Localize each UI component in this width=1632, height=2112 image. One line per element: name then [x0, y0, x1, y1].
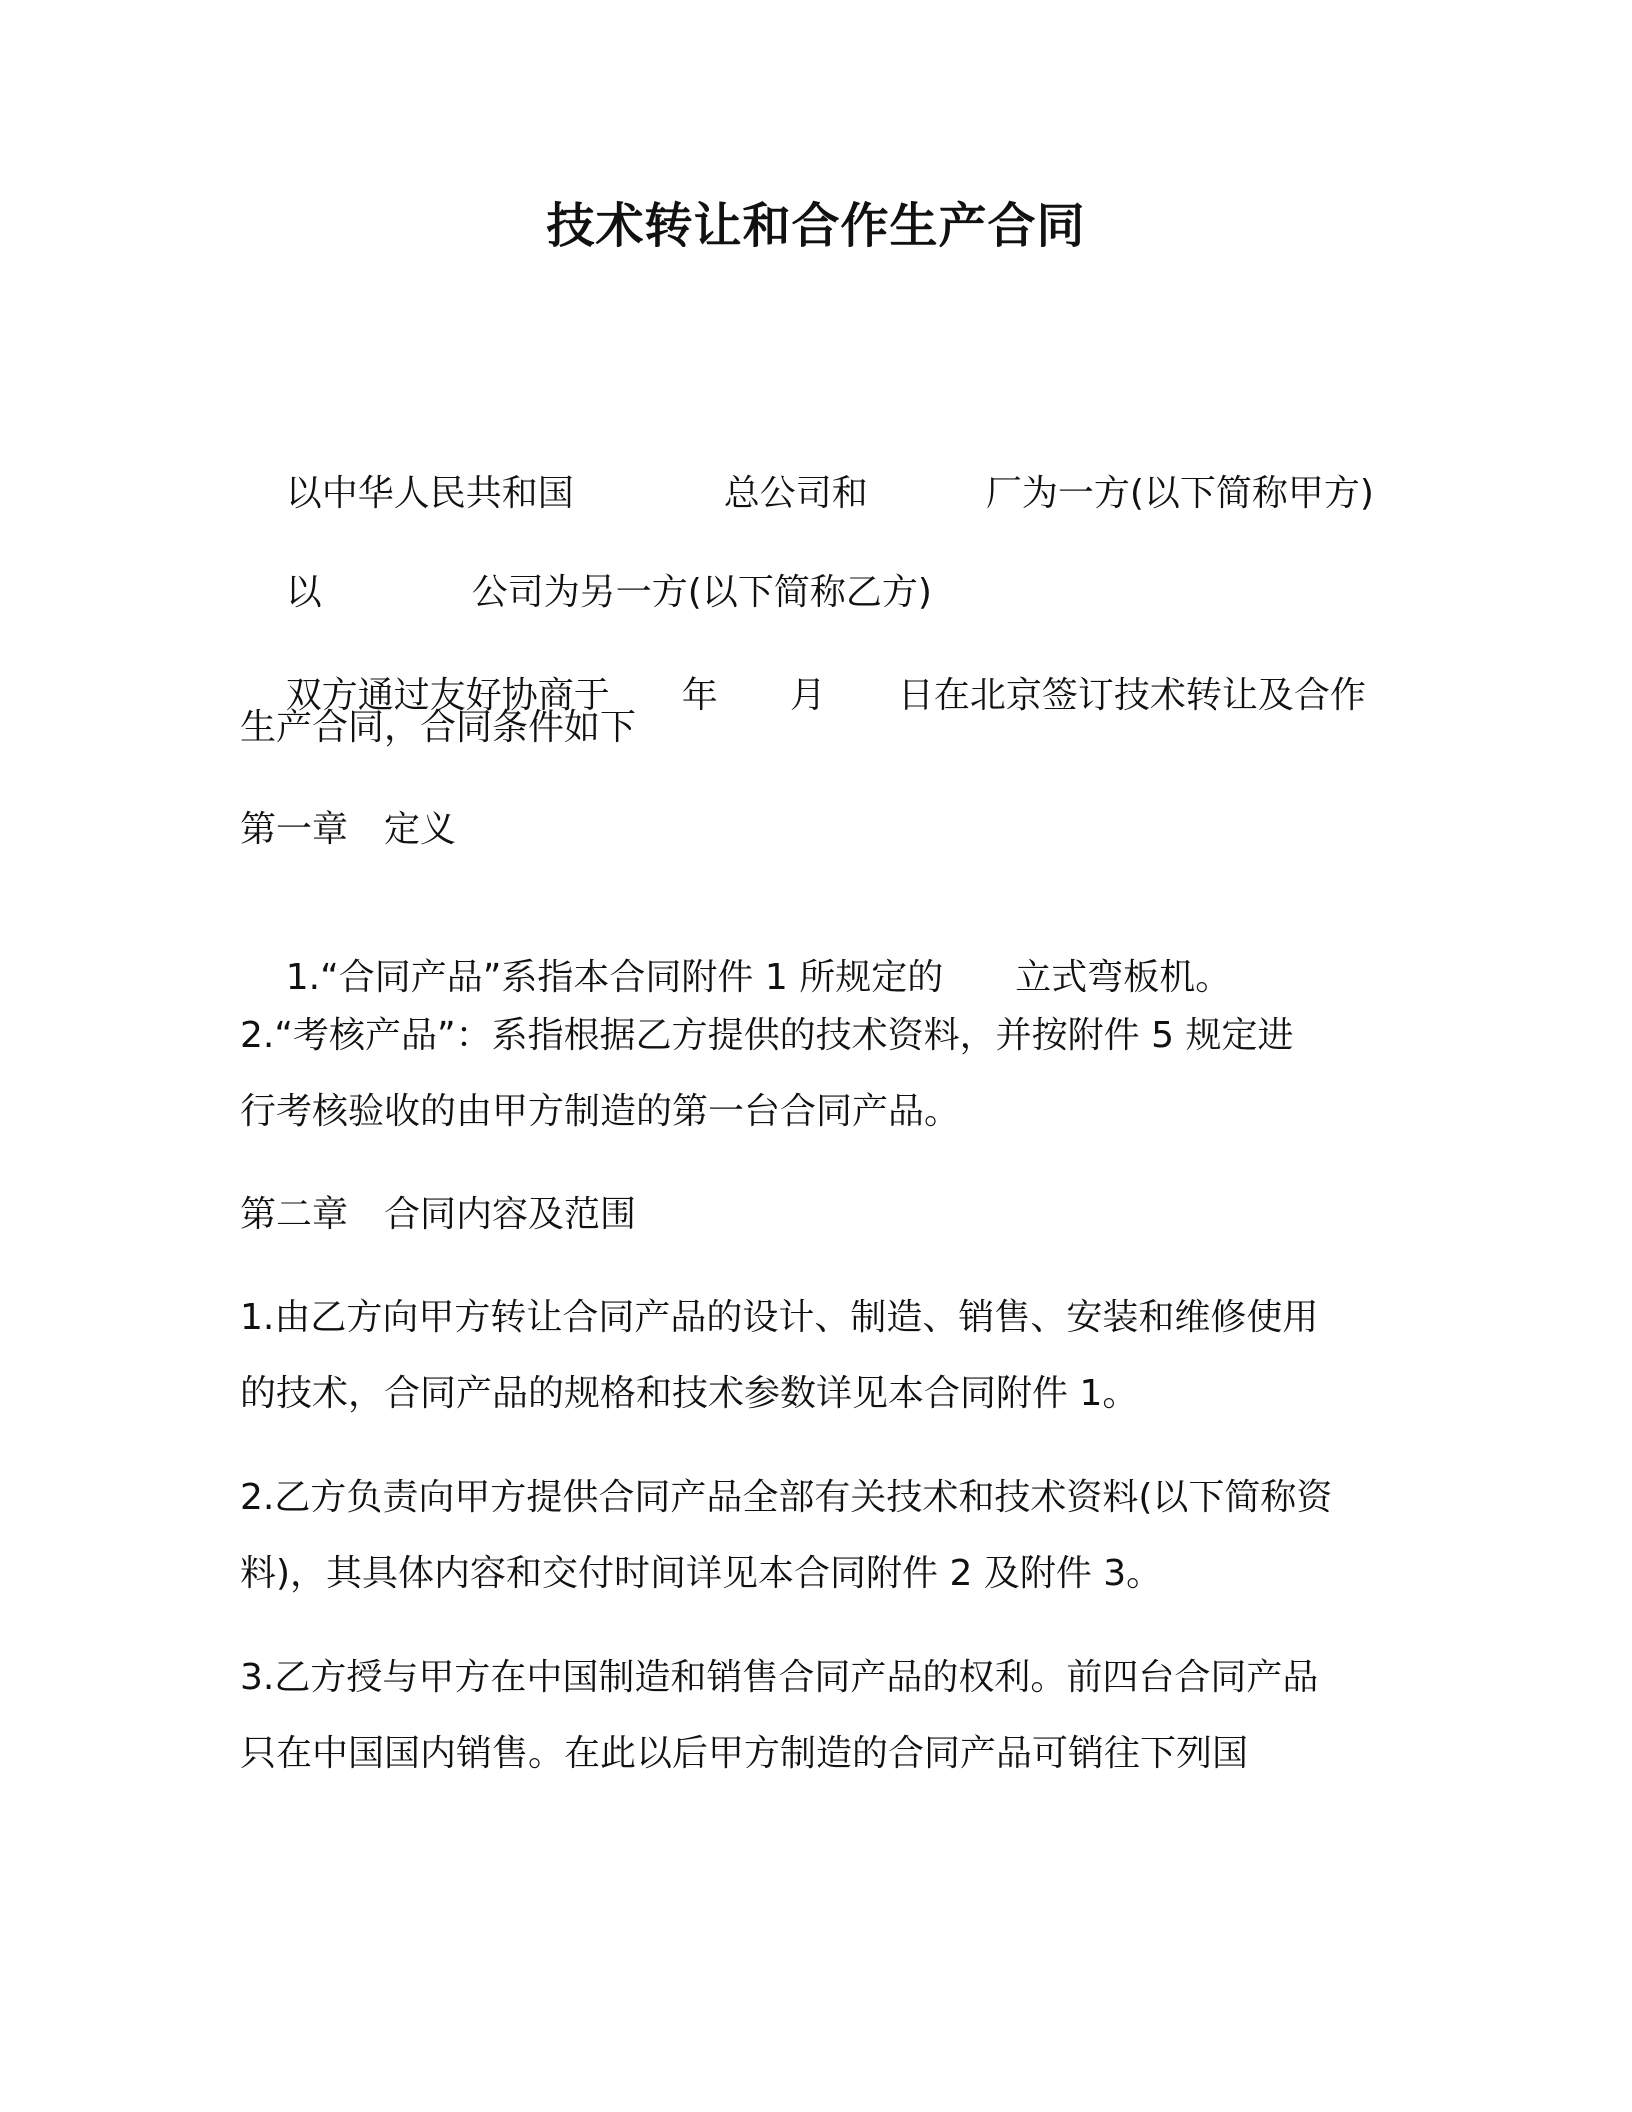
chapter-2-item-3-line-1: 3.乙方授与甲方在中国制造和销售合同产品的权利。前四台合同产品	[240, 1657, 1319, 1698]
party-a-text-1: 以中华人民共和国	[285, 473, 574, 514]
chapter-2-item-1-line-2: 的技术，合同产品的规格和技术参数详见本合同附件 1。	[240, 1373, 1139, 1414]
chapter-1-item-1-text-1: 1.“合同产品”系指本合同附件 1 所规定的	[285, 957, 944, 998]
chapter-2-item-2-line-2: 料)，其具体内容和交付时间详见本合同附件 2 及附件 3。	[240, 1553, 1163, 1594]
party-b-text-1: 以	[285, 572, 322, 613]
chapter-2-item-2-line-1: 2.乙方负责向甲方提供合同产品全部有关技术和技术资料(以下简称资	[240, 1477, 1333, 1518]
chapter-2-item-3-line-2: 只在中国国内销售。在此以后甲方制造的合同产品可销往下列国	[240, 1733, 1249, 1774]
chapter-1-item-2-line-2: 行考核验收的由甲方制造的第一台合同产品。	[240, 1091, 961, 1132]
chapter-1-item-1-text-2: 立式弯板机。	[1015, 957, 1232, 998]
chapter-2-item-1-line-1: 1.由乙方向甲方转让合同产品的设计、制造、销售、安装和维修使用	[240, 1297, 1319, 1338]
party-b-text-2: 公司为另一方(以下简称乙方)	[471, 572, 932, 613]
signing-text-4: 日在北京签订技术转让及合作	[897, 675, 1366, 716]
signing-text-1: 双方通过友好协商于	[285, 675, 610, 716]
party-a-text-2: 总公司和	[723, 473, 868, 514]
chapter-1-heading: 第一章 定义	[240, 809, 457, 850]
document-title: 技术转让和合作生产合同	[546, 198, 1086, 254]
signing-month: 月	[789, 675, 826, 716]
party-a-text-3: 厂为一方(以下简称甲方)	[985, 473, 1374, 514]
signing-line-2: 生产合同，合同条件如下	[240, 707, 637, 748]
signing-year: 年	[681, 675, 718, 716]
chapter-2-heading: 第二章 合同内容及范围	[240, 1194, 637, 1235]
chapter-1-item-2-line-1: 2.“考核产品”：系指根据乙方提供的技术资料，并按附件 5 规定进	[240, 1015, 1294, 1056]
